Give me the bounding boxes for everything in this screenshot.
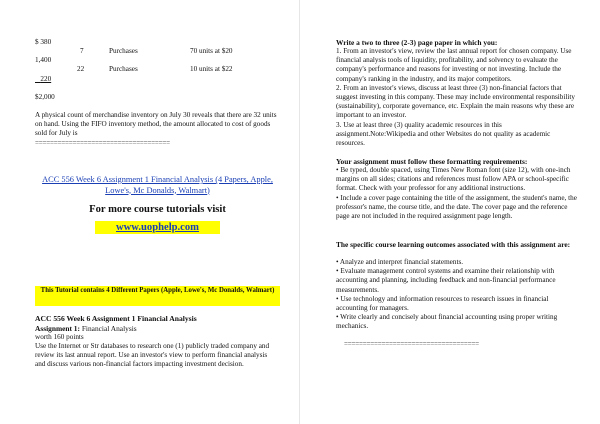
inventory-amount-220-value: 220: [40, 75, 52, 83]
question-item: 3. Use at least three (3) quality academic resources in this assignment.Note:Wikipedia and other Websites do not quality as academic resources.: [336, 120, 551, 148]
separator-left: ====================================: [35, 139, 170, 147]
inventory-row1-units: 7: [80, 47, 84, 55]
question-item: 2. From an investor's views, discuss at least three (3) non-financial factors that suggest investing in this company. These may include environmental responsibility (sustainability), corporate governance, etc. Explain the main reasons why these are important to an investor.: [336, 83, 575, 120]
outcome-item: • Evaluate management control systems and examine their relationship with accounting and planning, including feedback and non-financial performance measurements.: [336, 267, 556, 294]
assignment-worth: worth 160 points: [35, 333, 84, 341]
write-paper-heading: Write a two to three (2-3) page paper in which you:: [336, 38, 498, 47]
inventory-row2-units: 22: [77, 65, 85, 73]
format-item: • Include a cover page containing the title of the assignment, the student's name, the professor's name, the course title, and the date. The cover page and the reference page are not included in the required assignment page length.: [336, 193, 577, 221]
tutorial-note: This Tutorial contains 4 Different Papers (Apple, Lowe's, Mc Donalds, Walmart): [35, 286, 280, 306]
format-list: [336, 166, 581, 221]
question-list: [336, 47, 581, 148]
course-title-link[interactable]: ACC 556 Week 6 Assignment 1 Financial Analysis (4 Papers, Apple, Lowe's, Mc Donalds, Walmart): [42, 175, 273, 195]
assignment-label: [35, 324, 137, 333]
outcome-item: • Analyze and interpret financial statements.: [336, 258, 464, 266]
assignment-label-rest: Financial Analysis: [79, 324, 137, 333]
format-item: • Be typed, double spaced, using Times New Roman font (size 12), with one-inch margins on all sides; citations and references must follow APA or school-specific format. Check with your professor for any additional instructions.: [336, 166, 571, 193]
page-divider: [299, 0, 300, 424]
outcomes-heading: The specific course learning outcomes associated with this assignment are:: [336, 240, 571, 249]
inventory-amount-1400: 1,400: [35, 56, 52, 64]
question-item: 1. From an investor's view, review the last annual report for chosen company. Use financial analysis tools of liquidity, profitability, and solvency to evaluate the company's performance and reasons for investing or not investing. Include the company's ranking in the industry, and its major competitors.: [336, 47, 572, 83]
assignment-label-bold: Assignment 1:: [35, 324, 80, 333]
format-heading: Your assignment must follow these formatting requirements:: [336, 157, 528, 166]
inventory-row1-desc: 70 units at $20: [190, 47, 233, 55]
assignment-intro: Use the Internet or Str databases to research one (1) publicly traded company and review its last annual report. Use an investor's view to perform financial analysis and discuss various non-financial factors impacting investment decision.: [35, 342, 270, 369]
outcomes-list: [336, 258, 581, 332]
outcome-item: • Write clearly and concisely about financial accounting using proper writing mechanics.: [336, 313, 558, 331]
inventory-total: $2,000: [35, 93, 55, 101]
site-link[interactable]: www.uophelp.com: [95, 221, 220, 234]
inventory-row2-desc: 10 units at $22: [190, 65, 233, 73]
inventory-row2-type: Purchases: [109, 65, 138, 73]
fifo-question: A physical count of merchandise inventory on July 30 reveals that there are 32 units on hand. Using the FIFO inventory method, the amount allocated to cost of goods sold for July is: [35, 111, 277, 138]
inventory-amount-380: $ 380: [35, 38, 52, 46]
inventory-amount-220: [35, 75, 51, 84]
outcome-item: • Use technology and information resources to research issues in financial accounting for managers.: [336, 294, 549, 313]
separator-right: ====================================: [344, 340, 479, 348]
more-tutorials-heading: For more course tutorials visit: [89, 204, 226, 215]
assignment-title: ACC 556 Week 6 Assignment 1 Financial Analysis: [35, 314, 197, 323]
inventory-row1-type: Purchases: [109, 47, 138, 55]
